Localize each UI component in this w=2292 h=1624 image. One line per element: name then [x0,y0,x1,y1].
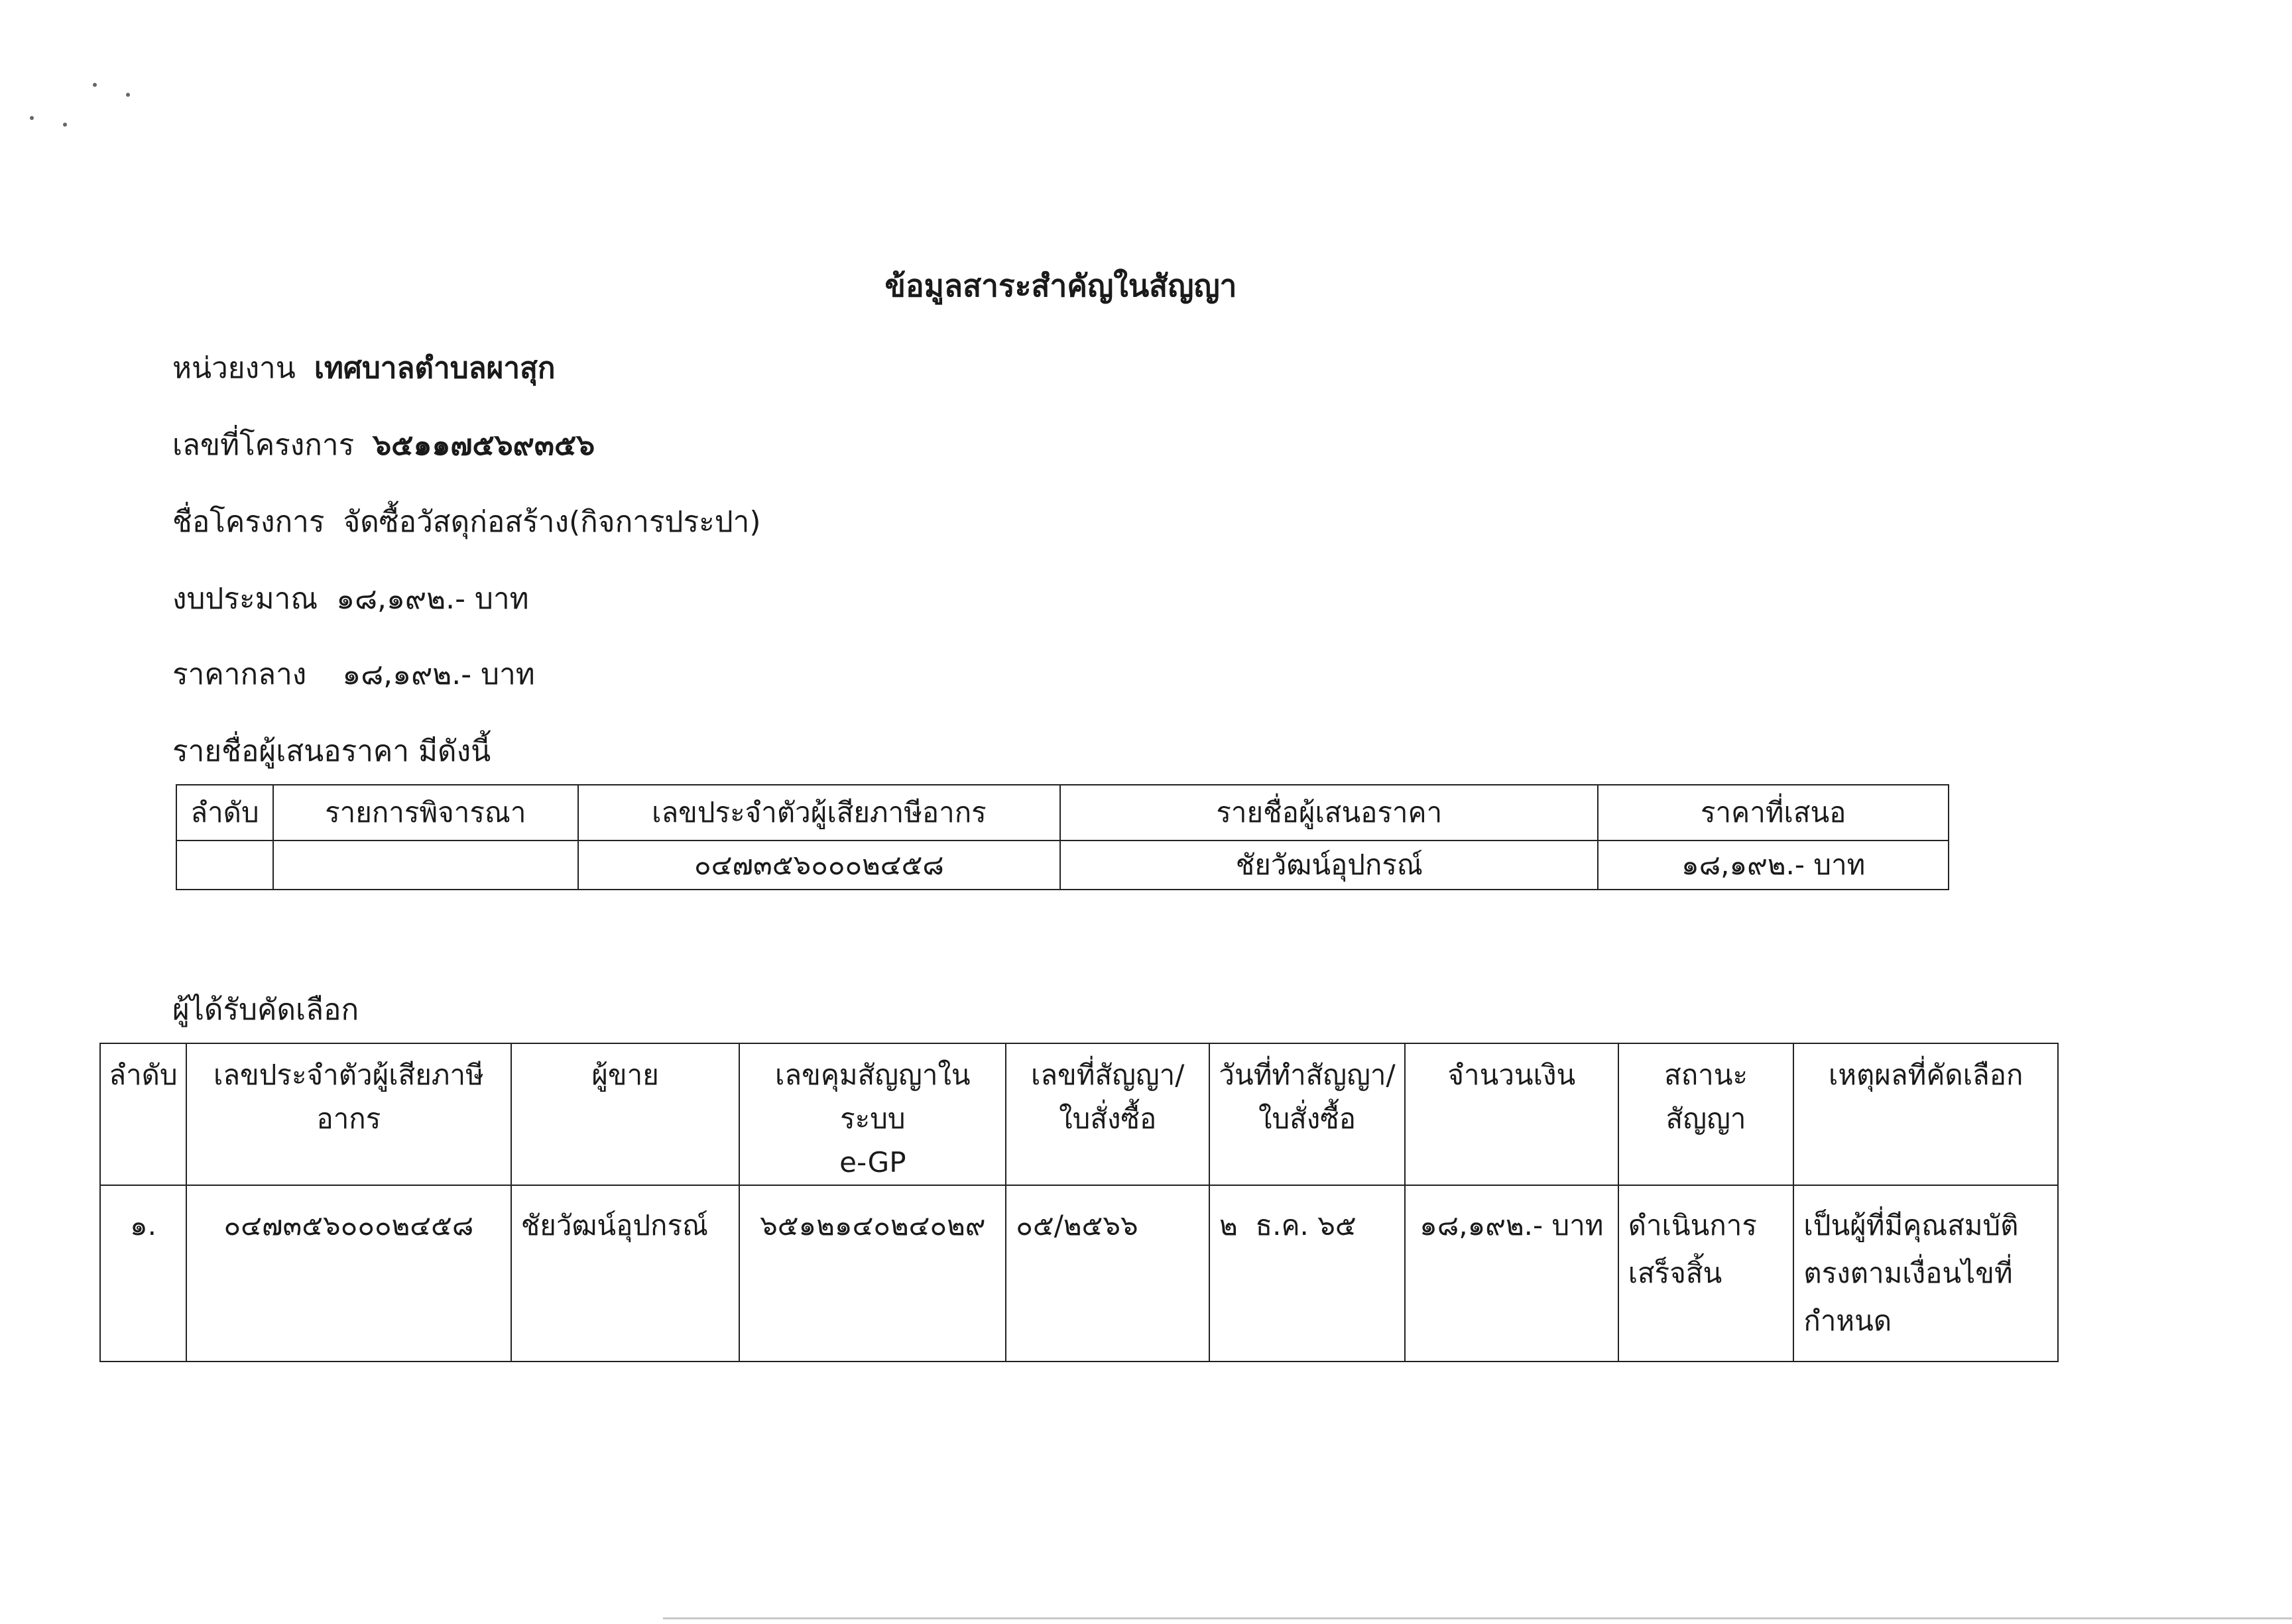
column-header [100,1043,186,1185]
header-line: ใบสั่งซื้อ [1258,1102,1357,1135]
table-cell: ๑๘,๑๙๒.- บาท [1598,841,1949,890]
table-cell [1006,1185,1209,1362]
project-name-label: ชื่อโครงการ [172,505,325,539]
table-cell [1209,1185,1405,1362]
table-row [176,841,1949,890]
column-header: รายชื่อผู้เสนอราคา [1060,785,1598,841]
scan-speck [93,83,97,87]
median-price-value: ๑๘,๑๙๒.- บาท [342,658,535,691]
budget-label: งบประมาณ [172,582,318,616]
header-line: สถานะสัญญา [1664,1059,1748,1135]
cell-line: ๑. [129,1209,156,1242]
project-no-value: ๖๕๑๑๗๕๖๙๓๕๖ [373,428,595,462]
table-cell [739,1185,1006,1362]
column-header [186,1043,511,1185]
cell-line: กำหนด [1803,1305,1892,1337]
table-cell: ๐๔๗๓๕๖๐๐๐๒๔๕๘ [578,841,1061,890]
column-header: เลขประจำตัวผู้เสียภาษีอากร [578,785,1061,841]
cell-line: ตรงตามเงื่อนไขที่ [1803,1257,2013,1289]
scan-speck [63,123,67,127]
column-header [739,1043,1006,1185]
table-row [100,1185,2058,1362]
table-header-row [176,785,1949,841]
table-cell [511,1185,740,1362]
header-line: เลขคุมสัญญาในระบบ [775,1059,971,1135]
column-header: ราคาที่เสนอ [1598,785,1949,841]
cell-line: ดำเนินการ [1628,1209,1757,1242]
column-header [511,1043,740,1185]
cell-line: ๖๕๑๒๑๔๐๒๔๐๒๙ [760,1209,986,1242]
cell-line: ๑๘,๑๙๒.- บาท [1419,1209,1604,1242]
header-line: เลขประจำตัวผู้เสียภาษีอากร [213,1059,484,1135]
table-cell [100,1185,186,1362]
column-header [1209,1043,1405,1185]
bidders-heading: รายชื่อผู้เสนอราคา มีดังนี้ [172,734,491,768]
header-line: e-GP [839,1146,906,1179]
project-no-line [172,422,595,468]
table-cell: ชัยวัฒน์อุปกรณ์ [1060,841,1598,890]
table-cell [273,841,578,890]
cell-line: ๒ ธ.ค. ๖๕ [1219,1209,1357,1242]
cell-line: ๐๕/๒๕๖๖ [1016,1209,1138,1242]
project-no-label: เลขที่โครงการ [172,428,355,462]
agency-label: หน่วยงาน [172,351,296,385]
document-title: ข้อมูลสาระสำคัญในสัญญา [884,268,1237,304]
header-line: เลขที่สัญญา/ [1030,1059,1185,1091]
column-header [1793,1043,2058,1185]
budget-line [172,575,529,622]
cell-line: ๐๔๗๓๕๖๐๐๐๒๔๕๘ [223,1209,474,1242]
table-cell [176,841,273,890]
table-cell [1618,1185,1794,1362]
header-line: วันที่ทำสัญญา/ [1219,1059,1396,1091]
selected-table [99,1043,2059,1362]
cell-line: เสร็จสิ้น [1628,1257,1722,1289]
agency-line [172,345,556,391]
agency-value: เทศบาลตำบลผาสุก [314,351,556,385]
bidders-table [176,784,1949,890]
median-price-label: ราคากลาง [172,658,307,691]
cell-line: เป็นผู้ที่มีคุณสมบัติ [1803,1209,2019,1242]
table-header-row [100,1043,2058,1185]
header-line: ผู้ขาย [591,1059,659,1091]
table-cell [1793,1185,2058,1362]
column-header: รายการพิจารณา [273,785,578,841]
table-cell [1405,1185,1618,1362]
header-line: ใบสั่งซื้อ [1059,1102,1157,1135]
table-cell [186,1185,511,1362]
median-price-line [172,651,535,697]
cell-line: ชัยวัฒน์อุปกรณ์ [520,1209,708,1242]
project-name-value: จัดซื้อวัสดุก่อสร้าง(กิจการประปา) [343,505,761,539]
column-header [1006,1043,1209,1185]
column-header: ลำดับ [176,785,273,841]
scan-speck [30,116,34,120]
scan-edge-line [663,1617,2292,1619]
column-header [1405,1043,1618,1185]
selected-heading: ผู้ได้รับคัดเลือก [172,993,359,1027]
budget-value: ๑๘,๑๙๒.- บาท [336,582,529,616]
header-line: ลำดับ [109,1059,178,1091]
scan-speck [126,93,130,97]
column-header [1618,1043,1794,1185]
header-line: จำนวนเงิน [1447,1059,1576,1091]
header-line: เหตุผลที่คัดเลือก [1828,1059,2023,1091]
project-name-line [172,498,761,545]
